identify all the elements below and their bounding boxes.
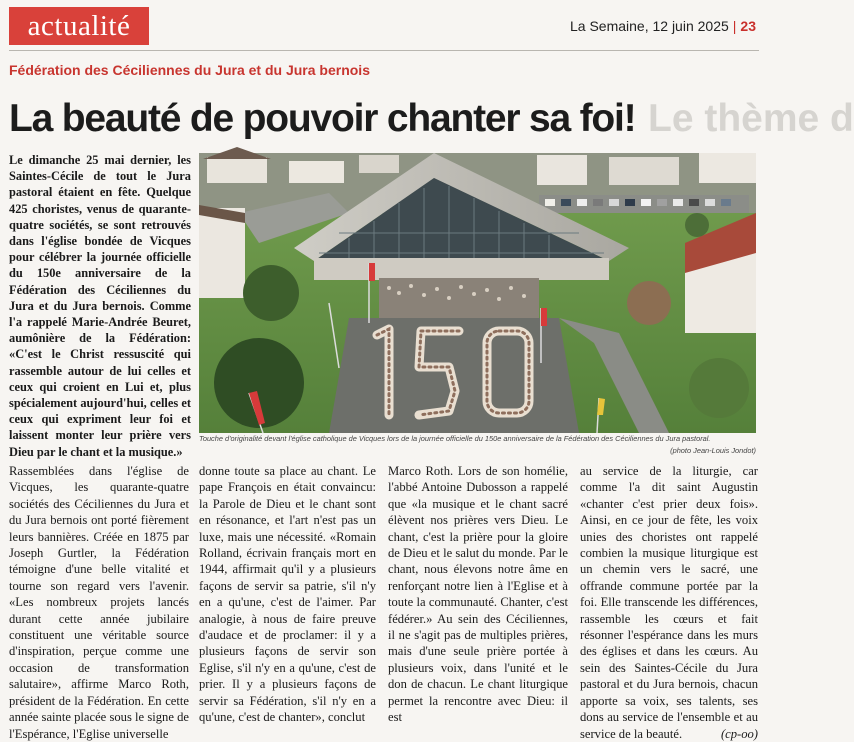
tree — [627, 281, 671, 325]
house — [699, 153, 756, 183]
tree — [689, 358, 749, 418]
header-separator: | — [732, 18, 737, 34]
body-column-2: donne toute sa place au chant. Le pape François en était convaincu: la Parole de Dieu et le chant sont en résonance, et l'art n'est pas un luxe, mais une nécessité. «Romain Rolland, écrivain français mort en 1944, affirmait qu'il y a plusieurs façons de servir sa patrie, s'il n'y en a qu'une, c'est de l'aimer. Par analogie, à nous de faire preuve d'audace et de proclamer: il y a plusieurs façons de servir son Eglise, s'il n'y en a qu'une, c'est de prier. Il y a plusieurs façons de servir sa Fédération, s'il n'y en a qu'une, c'est de chanter», conclut — [199, 464, 376, 725]
tree — [243, 265, 299, 321]
house — [207, 157, 267, 183]
body-column-4-text: au service de la liturgie, car comme l'a dit saint Augustin «chanter c'est prier deux fois». Ainsi, en ce jour de fête, les voix unies des choristes ont rappelé combien la musique liturgique est un chemin vers le sacré, une offrande commune portée par la foi. Elle transcende les différences, rassemble les cœurs et fait résonner l'espérance dans les murs des églises et dans les cœurs. Au sein des Saintes-Cécile du Jura pastoral et du Jura bernois, chacun apporte sa voix, ses talents, ses dons au service de l'ensemble et au service de la beauté. — [580, 464, 758, 741]
page-number: 23 — [740, 18, 756, 34]
article-kicker: Fédération des Céciliennes du Jura et du Jura bernois — [9, 62, 370, 78]
house — [537, 155, 587, 185]
body-column-4 — [580, 463, 758, 742]
bleed-through-text: Le thème d — [648, 97, 854, 140]
article-photo — [199, 153, 756, 433]
house — [609, 157, 679, 185]
body-column-1: Rassemblées dans l'église de Vicques, les quarante-quatre sociétés des Céciliennes du Jura et du Jura bernois ont porté fièrement leurs bannières. Créée en 1875 par Joseph Gurtler, la Fédération témoigne d'une belle vitalité et tourne son regard vers l'avenir. «Les nombreux projets lancés durant cette année jubilaire constituent une véritable source d'inspiration, perçue comme une occasion de transformation salutaire», affirme Marco Roth, président de la Fédération. En cette année sainte placée sous le signe de l'Espérance, l'Eglise universelle — [9, 464, 189, 741]
section-badge: actualité — [9, 7, 149, 45]
house — [289, 161, 344, 183]
crowd — [379, 278, 539, 318]
photo-credit: (photo Jean-Louis Jondot) — [670, 446, 756, 455]
photo-caption: Touche d'originalité devant l'église catholique de Vicques lors de la journée officielle du 150e anniversaire de la Fédération des Céciliennes du Jura pastoral. — [199, 434, 711, 443]
publication-date: La Semaine, 12 juin 2025 — [569, 18, 729, 34]
tree — [685, 213, 709, 237]
article-signature: (cp-oo) — [720, 726, 758, 741]
article-title: La beauté de pouvoir chanter sa foi! — [9, 97, 636, 140]
parking-lot — [539, 195, 749, 213]
header-rule — [9, 50, 759, 51]
article-lead: Le dimanche 25 mai dernier, les Saintes-Cécile de tout le Jura pastoral étaient en fête. Quelque 425 choristes, venus de quarante-quatre sociétés, se sont retrouvés dans l'église bondée de Vicques pour célébrer la journée officielle du 150e anniversaire de la Fédération des Céciliennes du Jura et du Jura bernois. Comme l'a rappelé Marie-Andrée Beuret, aumônière de la Fédération: «C'est le Christ ressuscité qui rassemble autour de lui celles et ceux qui croient en Lui et, plus spécialement aujourd'hui, celles et ceux qui expriment leur foi et laissent monter leur prière vers Dieu par le chant et la musique.» — [9, 153, 191, 459]
house — [359, 155, 399, 173]
issue-info — [570, 18, 756, 34]
body-column-3: Marco Roth. Lors de son homélie, l'abbé Antoine Dubosson a rappelé que «la musique et le chant sacré élèvent nos prières vers Dieu. Le chant, c'est la prière pour la gloire de Dieu et le salut du monde. Par le chant, nous élevons notre âme en renforçant notre lien à l'Eglise et à toute la communauté. Chanter, c'est fédérer.» Au sein des Céciliennes, il ne s'agit pas de multiples prières, mais d'une seule prière portée à plusieurs voix, dans l'unité et le don de chacun. Le chant liturgique permet la rencontre avec Dieu: il est — [388, 464, 568, 725]
